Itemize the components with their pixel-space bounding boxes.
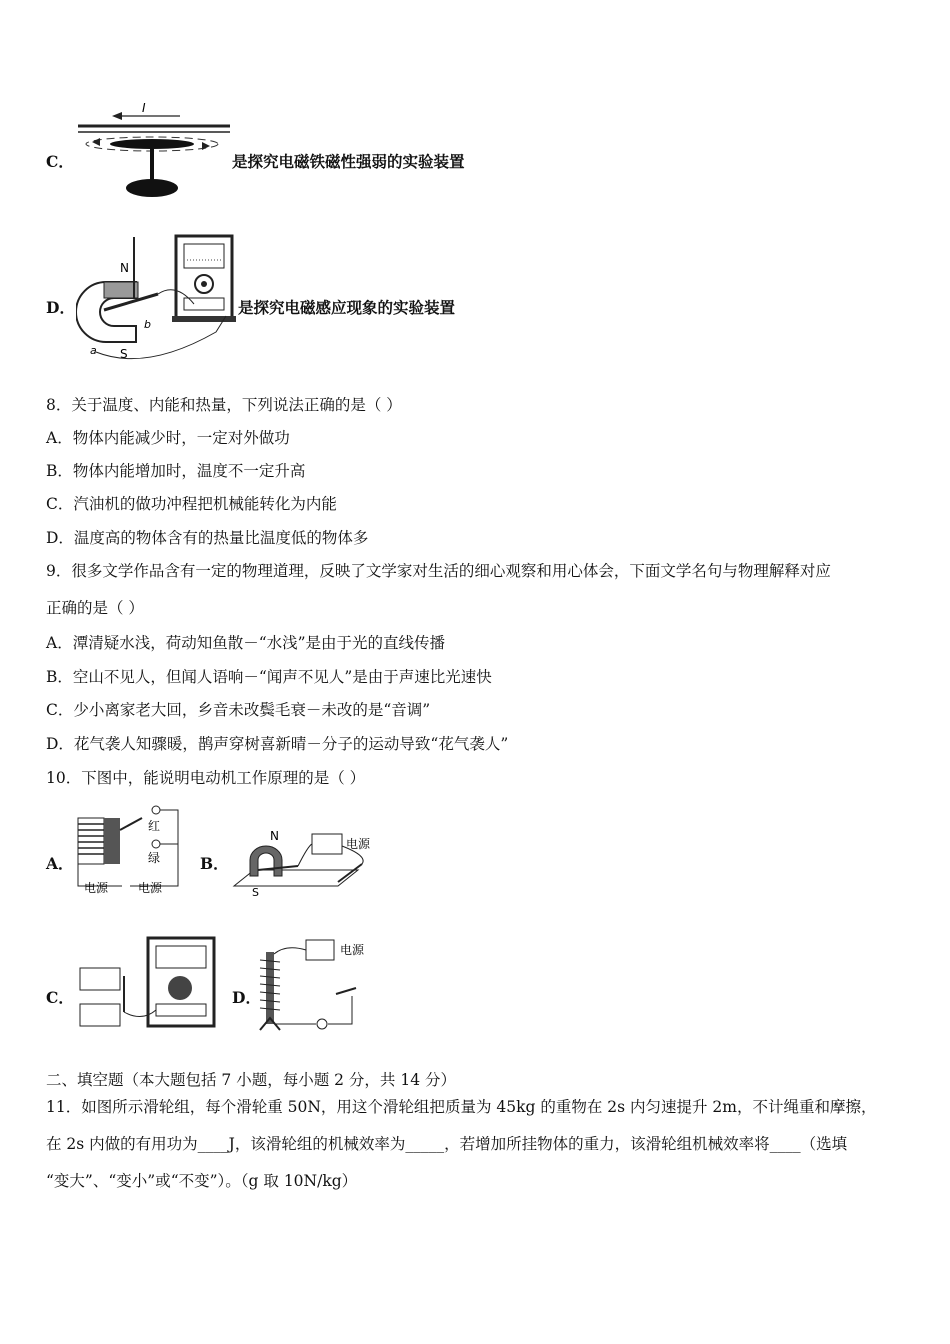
q8-option-a: A．物体内能减少时，一定对外做功 [46, 429, 290, 447]
power-label-d: 电源 [340, 943, 365, 957]
power-label-b: 电源 [346, 837, 371, 851]
relay-figure [70, 800, 188, 898]
q10-option-a-label: A． [46, 854, 74, 873]
q8-stem: 8．关于温度、内能和热量，下列说法正确的是（ ） [46, 396, 402, 414]
q10-stem: 10．下图中，能说明电动机工作原理的是（ ） [46, 769, 366, 787]
q9-option-d: D．花气袭人知骤暖，鹊声穿树喜新晴－分子的运动导致“花气袭人” [46, 735, 509, 753]
magnet-n-label: N [270, 829, 279, 843]
q9-option-c: C．少小离家老大回，乡音未改鬓毛衰－未改的是“音调” [46, 701, 431, 719]
q8-option-c: C．汽油机的做功冲程把机械能转化为内能 [46, 495, 337, 513]
current-label: I [142, 101, 146, 115]
motor-principle-figure [228, 826, 378, 898]
induction-figure [76, 232, 238, 370]
q9-option-b: B．空山不见人，但闻人语响－“闻声不见人”是由于声速比光速快 [46, 668, 492, 686]
q8-option-b: B．物体内能增加时，温度不一定升高 [46, 462, 306, 480]
power-label-1: 电源 [84, 881, 109, 895]
electromagnet-figure [70, 98, 235, 208]
q9-option-a: A．潭清疑水浅，荷动知鱼散－“水浅”是由于光的直线传播 [46, 634, 446, 652]
q7-option-c-label: C． [46, 152, 74, 171]
magnet-s-label: S [252, 886, 259, 898]
south-label: S [120, 347, 128, 361]
q10-option-b-label: B． [200, 854, 229, 873]
q7-option-c-text: 是探究电磁铁磁性强弱的实验装置 [232, 152, 465, 171]
q11-line1: 11．如图所示滑轮组，每个滑轮重 50N，用这个滑轮组把质量为 45kg 的重物在 2s 内匀速提升 2m，不计绳重和摩擦， [46, 1098, 877, 1116]
q9-stem-line1: 9．很多文学作品含有一定的物理道理，反映了文学家对生活的细心观察和用心体会，下面文学名句与物理解释对应 [46, 562, 831, 580]
section2-heading: 二、填空题（本大题包括 7 小题，每小题 2 分，共 14 分） [46, 1071, 457, 1089]
q7-option-d-label: D． [46, 298, 75, 317]
q10-option-d-label: D． [232, 988, 261, 1007]
q7-option-d-text: 是探究电磁感应现象的实验装置 [238, 298, 456, 317]
q11-line3: “变大”、“变小”或“不变”）。（g 取 10N/kg） [46, 1172, 358, 1190]
power-label-2: 电源 [138, 881, 163, 895]
north-label: N [120, 261, 129, 275]
electromagnet-nails-figure [256, 936, 370, 1036]
red-lamp-label: 红 [148, 819, 161, 833]
q10-option-c-label: C． [46, 988, 74, 1007]
point-b-label: b [144, 318, 151, 331]
q11-line2: 在 2s 内做的有用功为____J，该滑轮组的机械效率为_____，若增加所挂物体的重力，该滑轮组机械效率将____（选填 [46, 1135, 848, 1153]
q9-stem-line2: 正确的是（ ） [46, 599, 144, 617]
galvanometer-figure [72, 932, 222, 1042]
q8-option-d: D．温度高的物体含有的热量比温度低的物体多 [46, 529, 369, 547]
green-lamp-label: 绿 [148, 851, 161, 865]
point-a-label: a [90, 344, 97, 357]
